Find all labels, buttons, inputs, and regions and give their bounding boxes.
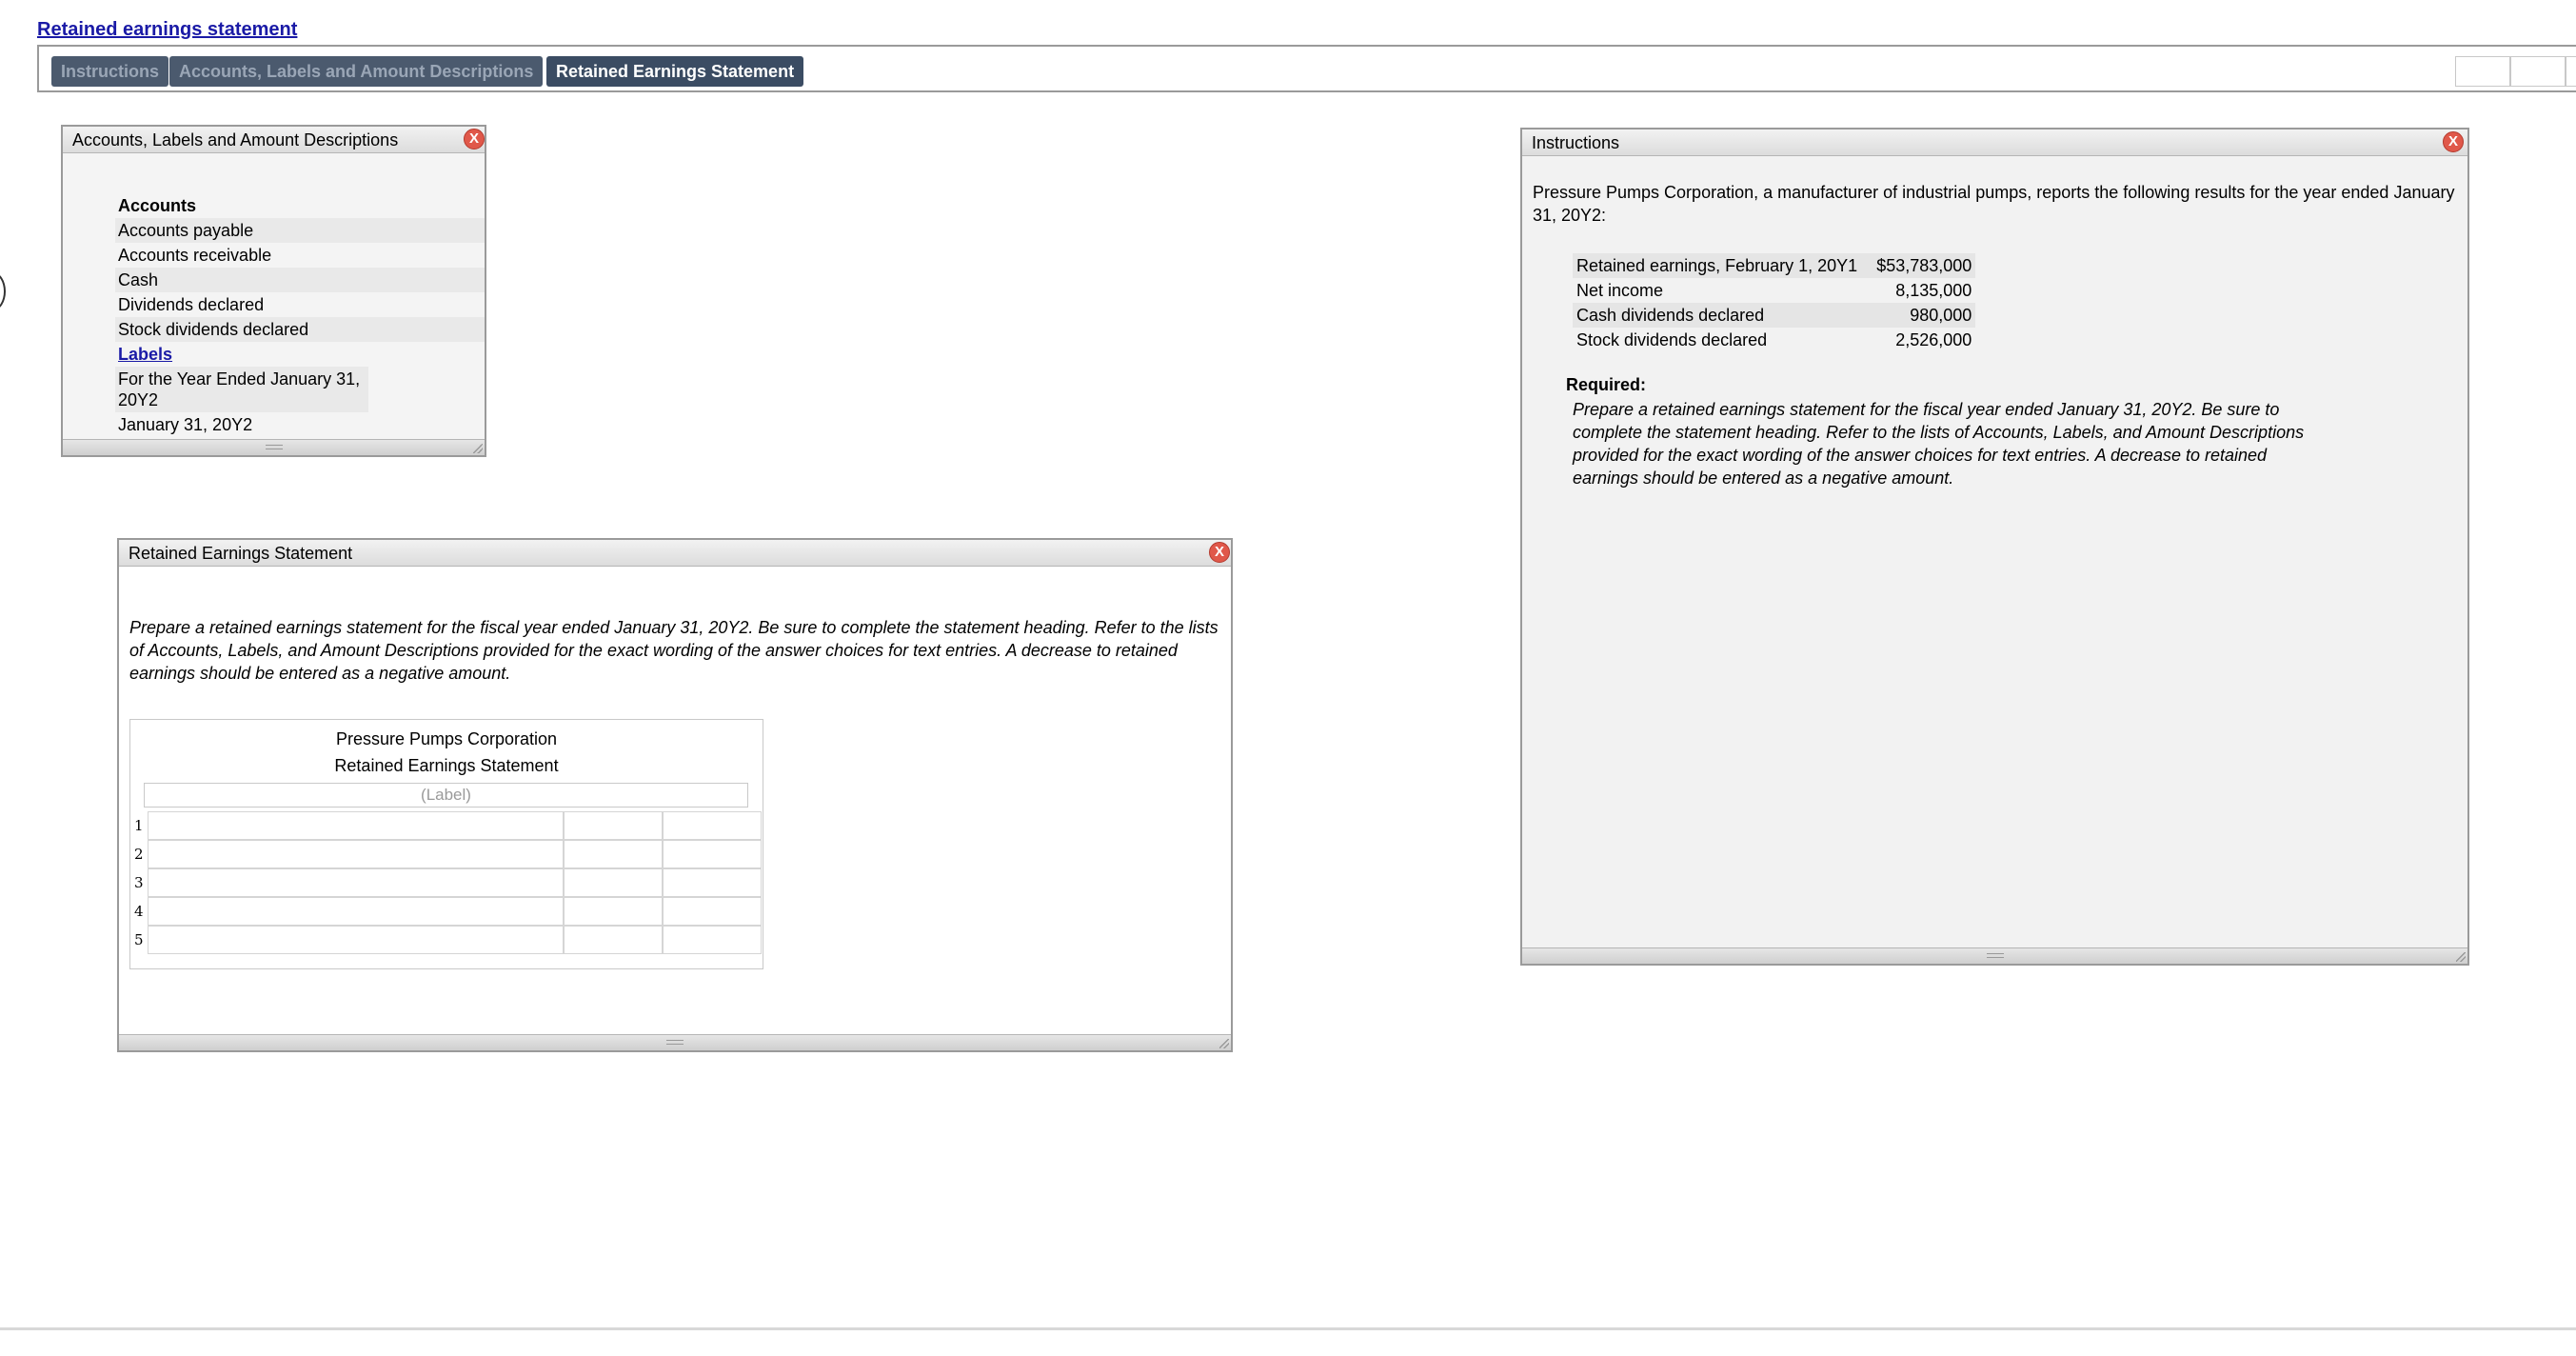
row-value: 980,000 <box>1861 303 1975 328</box>
tab-accounts-labels[interactable]: Accounts, Labels and Amount Descriptions <box>169 56 543 87</box>
grip-icon[interactable] <box>266 445 283 449</box>
amount-cell[interactable] <box>663 840 762 868</box>
toolbar-button[interactable] <box>2455 56 2510 87</box>
amount-cell[interactable] <box>564 868 663 897</box>
table-row <box>1573 253 1975 278</box>
description-cell[interactable] <box>148 811 564 840</box>
panel-footer <box>1522 947 2467 964</box>
description-cell[interactable] <box>148 897 564 926</box>
account-item[interactable]: Accounts receivable <box>118 246 272 265</box>
table-row <box>1573 278 1975 303</box>
statement-form <box>129 719 763 969</box>
table-row <box>130 926 763 954</box>
resize-handle-icon[interactable] <box>473 444 483 453</box>
amount-cell[interactable] <box>564 840 663 868</box>
accounts-labels-panel <box>61 125 486 457</box>
account-item[interactable]: Dividends declared <box>118 295 265 314</box>
row-number: 5 <box>134 931 144 948</box>
amount-cell[interactable] <box>663 926 762 954</box>
required-label: Required: <box>1566 375 1647 394</box>
description-cell[interactable] <box>148 926 564 954</box>
row-label: Cash dividends declared <box>1573 303 1861 328</box>
required-text: Prepare a retained earnings statement for the fiscal year ended January 31, 20Y2. Be sure to complete the statement heading. Refer to the lists of Accounts, Labels, and Amount Descriptions provided for the exact wording of the answer choices for text entries. A decrease to retained earnings should be entered as a negative amount. <box>1573 400 2305 488</box>
accounts-heading: Accounts <box>118 196 197 215</box>
row-number: 1 <box>134 817 144 834</box>
amount-cell[interactable] <box>564 926 663 954</box>
table-row <box>130 868 763 897</box>
table-row <box>130 897 763 926</box>
statement-title: Retained Earnings Statement <box>334 756 559 775</box>
table-row <box>1573 303 1975 328</box>
resize-handle-icon[interactable] <box>2456 952 2466 962</box>
row-label: Stock dividends declared <box>1576 330 1768 349</box>
retained-earnings-panel <box>117 538 1233 1052</box>
row-value: 2,526,000 <box>1895 330 1972 349</box>
edge-circle-icon <box>0 272 6 310</box>
table-row <box>1573 328 1975 352</box>
statement-prompt: Prepare a retained earnings statement for the fiscal year ended January 31, 20Y2. Be sure to complete the statement heading. Refer to the lists of Accounts, Labels, and Amount Descriptions provided for the exact wording of the answer choices for text entries. A decrease to retained earnings should be entered as a negative amount. <box>129 618 1219 683</box>
account-item[interactable]: Stock dividends declared <box>115 317 485 342</box>
labels-heading-link[interactable]: Labels <box>118 345 173 364</box>
instructions-intro: Pressure Pumps Corporation, a manufacturer of industrial pumps, reports the following results for the year ended January 31, 20Y2: <box>1533 183 2455 225</box>
given-data-table <box>1573 253 1975 352</box>
table-row <box>130 811 763 840</box>
grip-icon[interactable] <box>666 1040 684 1045</box>
amount-cell[interactable] <box>663 811 762 840</box>
close-icon[interactable]: X <box>1209 542 1230 563</box>
row-value: 8,135,000 <box>1895 281 1972 300</box>
panel-footer <box>63 439 485 455</box>
tab-instructions[interactable]: Instructions <box>51 56 168 87</box>
panel-title: Accounts, Labels and Amount Descriptions <box>72 130 399 150</box>
label-item[interactable]: For the Year Ended January 31, 20Y2 <box>115 367 368 412</box>
toolbar-button[interactable] <box>2566 56 2576 87</box>
label-item[interactable]: January 31, 20Y2 <box>118 415 253 434</box>
close-icon[interactable]: X <box>2443 131 2464 152</box>
accounts-list <box>115 193 485 437</box>
row-number: 2 <box>134 846 144 863</box>
row-number: 3 <box>134 874 144 891</box>
description-cell[interactable] <box>148 868 564 897</box>
resize-handle-icon[interactable] <box>1219 1039 1229 1048</box>
panel-footer <box>119 1034 1231 1050</box>
statement-date-label-input[interactable] <box>144 783 748 808</box>
grip-icon[interactable] <box>1987 953 2004 958</box>
panel-header[interactable] <box>119 540 1231 567</box>
tab-bar <box>37 45 2576 92</box>
panel-body <box>63 153 485 440</box>
description-cell[interactable] <box>148 840 564 868</box>
amount-cell[interactable] <box>564 897 663 926</box>
account-item[interactable]: Cash <box>115 268 485 292</box>
panel-title: Instructions <box>1532 133 1620 152</box>
toolbar-button[interactable] <box>2510 56 2566 87</box>
row-label: Net income <box>1576 281 1664 300</box>
close-icon[interactable]: X <box>464 129 485 150</box>
divider <box>0 1327 2576 1330</box>
amount-cell[interactable] <box>663 868 762 897</box>
row-value: $53,783,000 <box>1861 253 1975 278</box>
statement-company: Pressure Pumps Corporation <box>335 729 558 748</box>
instructions-panel <box>1520 128 2469 966</box>
panel-header[interactable] <box>63 127 485 153</box>
account-item[interactable]: Accounts payable <box>115 218 485 243</box>
row-number: 4 <box>134 903 144 920</box>
amount-cell[interactable] <box>663 897 762 926</box>
page-title-link[interactable]: Retained earnings statement <box>37 19 298 40</box>
table-row <box>130 840 763 868</box>
panel-header[interactable] <box>1522 130 2467 156</box>
tab-retained-earnings-statement[interactable]: Retained Earnings Statement <box>546 56 803 87</box>
panel-title: Retained Earnings Statement <box>129 544 353 563</box>
row-label: Retained earnings, February 1, 20Y1 <box>1573 253 1861 278</box>
amount-cell[interactable] <box>564 811 663 840</box>
